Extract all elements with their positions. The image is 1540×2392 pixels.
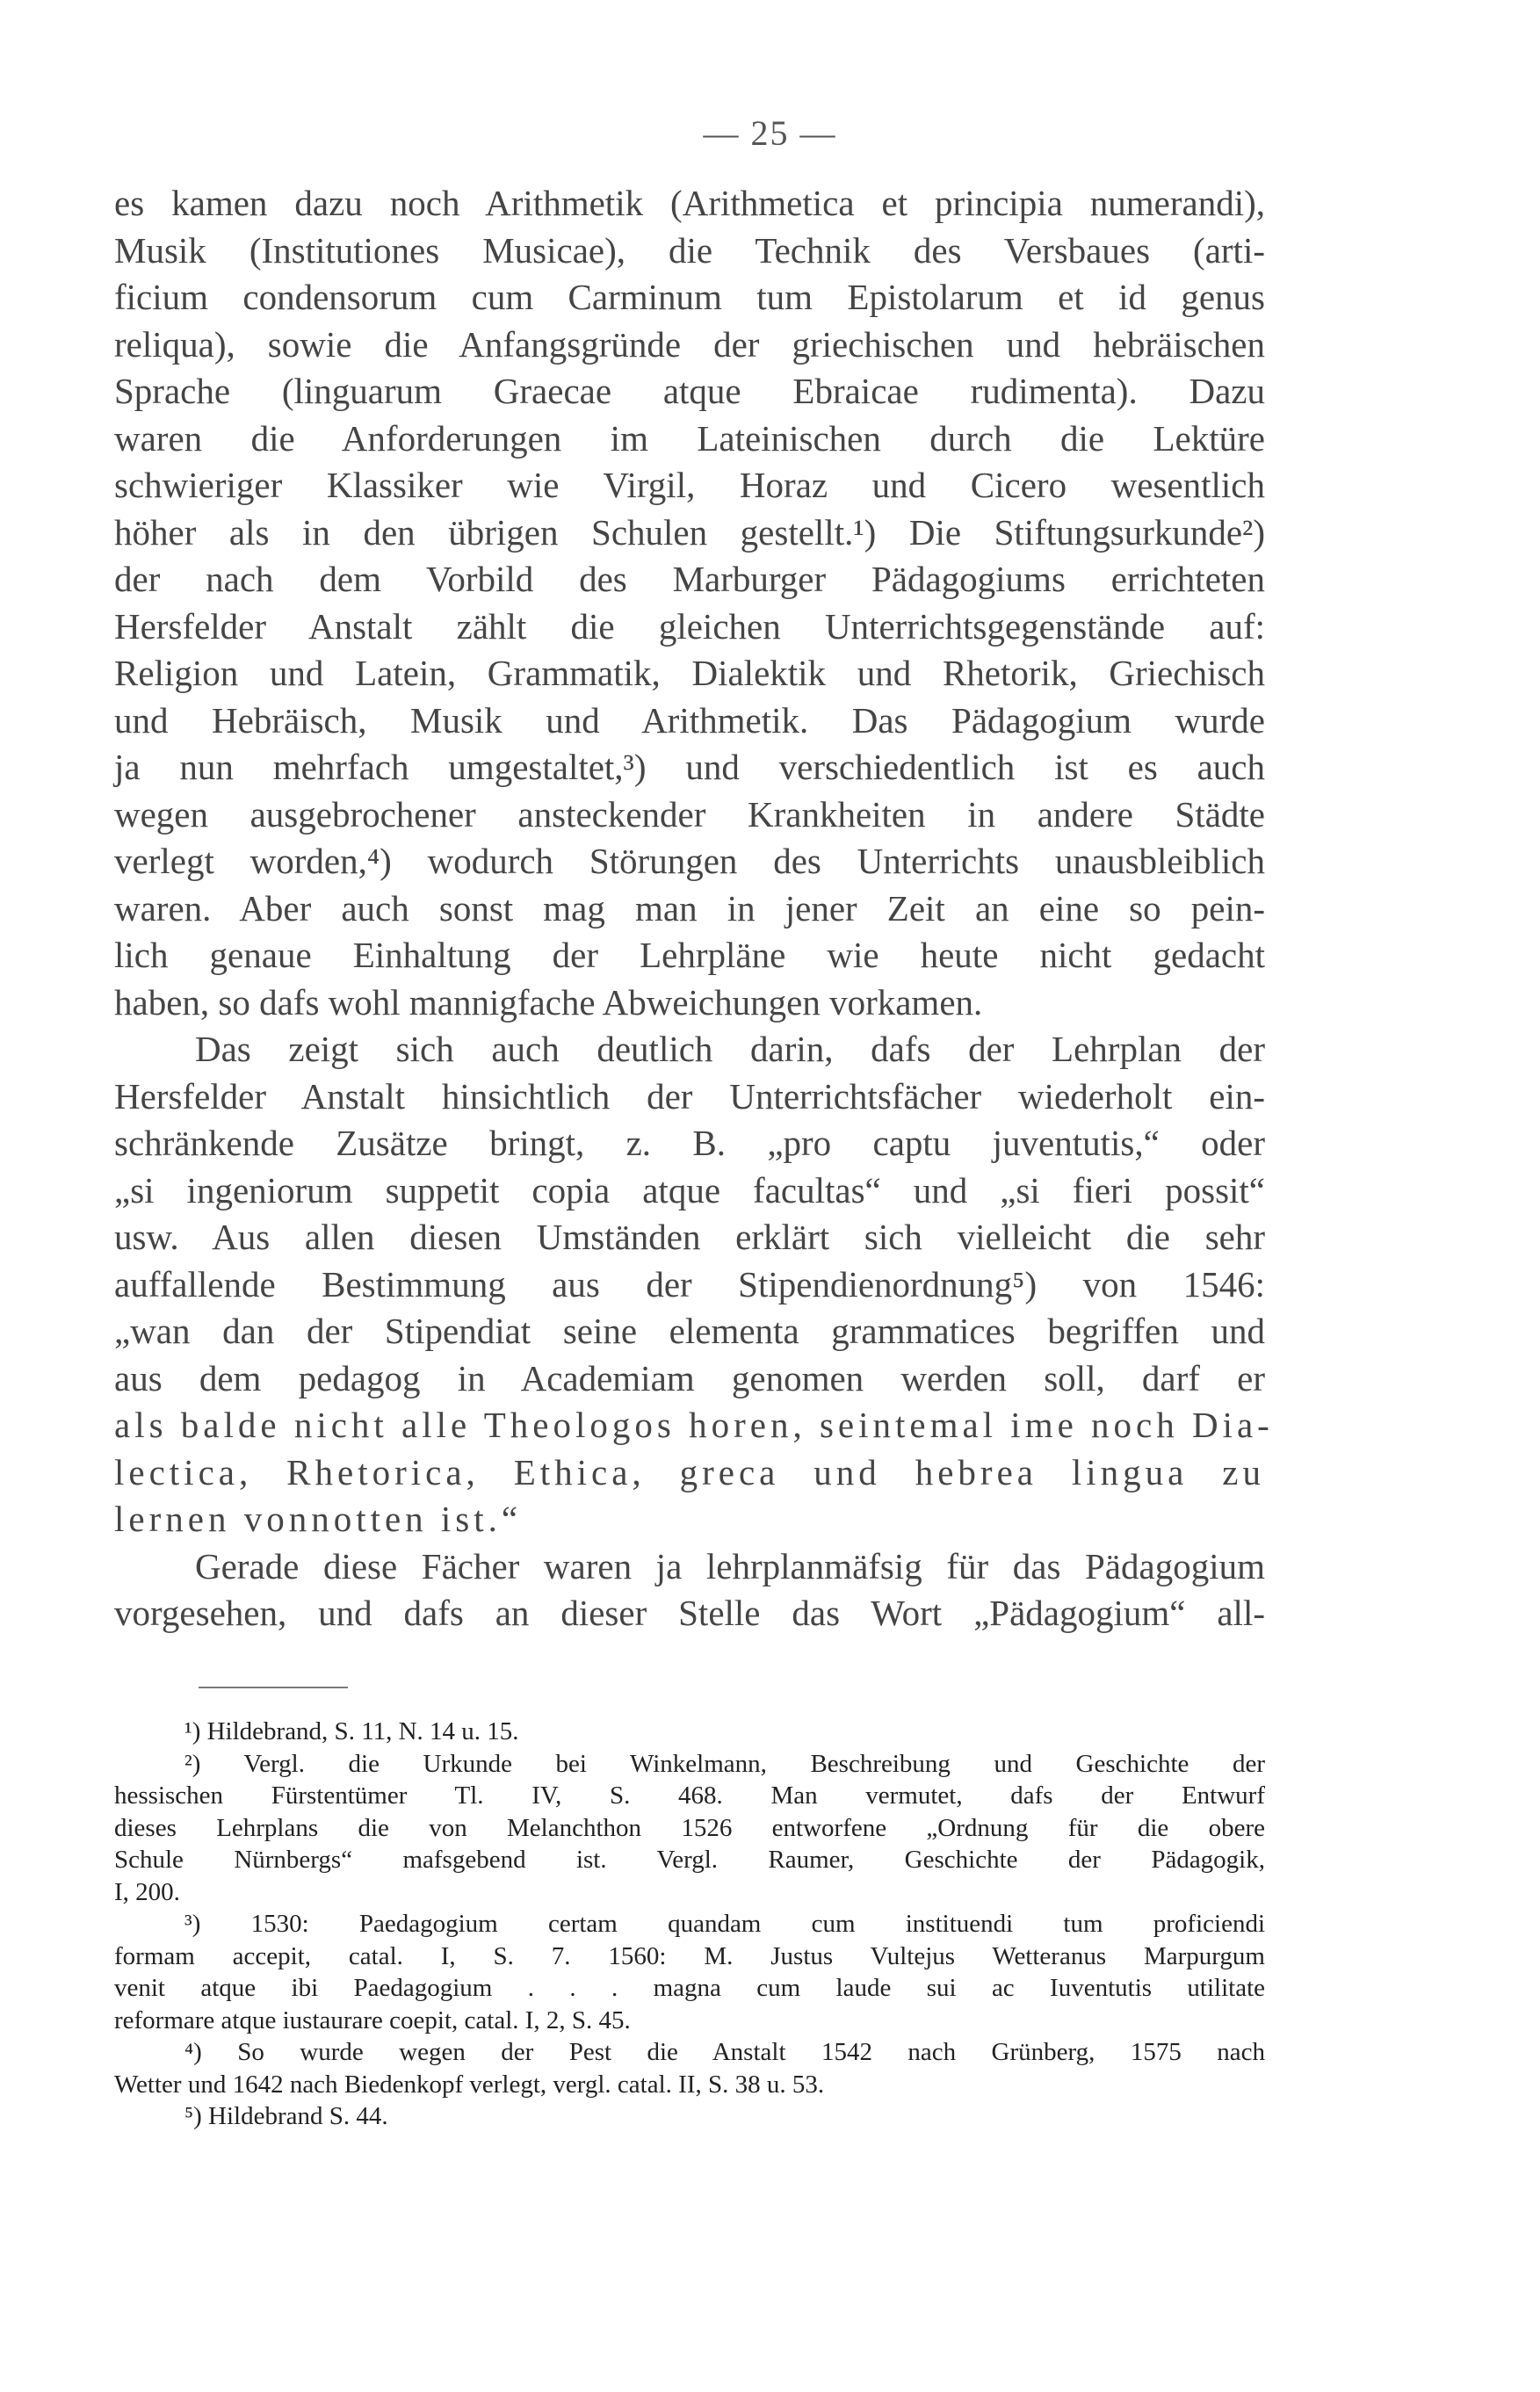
text-line: Gerade diese Fächer waren ja lehrplanmäfsig für das Pädagogium [195, 1545, 1265, 1586]
page-number: — 25 — [703, 113, 837, 153]
text-line: „si ingeniorum suppetit copia atque facultas“ und „si fieri possit“ [114, 1169, 1265, 1210]
footnote-line: dieses Lehrplans die von Melanchthon 1526 entworfene „Ordnung für die obere [114, 1813, 1265, 1842]
text-line: es kamen dazu noch Arithmetik (Arithmetica et principia numerandi), [114, 183, 1265, 223]
text-line: lich genaue Einhaltung der Lehrpläne wie heute nicht gedacht [114, 935, 1265, 975]
footnote-line: ¹) Hildebrand, S. 11, N. 14 u. 15. [184, 1717, 519, 1745]
footnote-line: ²) Vergl. die Urkunde bei Winkelmann, Beschreibung und Geschichte der [184, 1749, 1265, 1778]
text-line: haben, so dafs wohl mannigfache Abweichungen vorkamen. [114, 981, 983, 1023]
footnote-line: venit atque ibi Paedagogium . . . magna cum laude sui ac Iuventutis utilitate [114, 1974, 1265, 2002]
footnote-line: Schule Nürnbergs“ mafsgebend ist. Vergl. Raumer, Geschichte der Pädagogik, [114, 1846, 1265, 1874]
text-line: Hersfelder Anstalt zählt die gleichen Unterrichtsgegenstände auf: [114, 605, 1265, 647]
text-line: schwieriger Klassiker wie Virgil, Horaz und Cicero wesentlich [114, 465, 1265, 505]
footnotes [114, 1716, 1265, 2133]
text-line: usw. Aus allen diesen Umständen erklärt sich vielleicht die sehr [114, 1217, 1265, 1257]
text-line: lernen vonnotten ist.“ [114, 1499, 523, 1539]
text-line: waren die Anforderungen im Lateinischen durch die Lektüre [114, 417, 1265, 459]
text-line: ja nun mehrfach umgestaltet,³) und verschiedentlich ist es auch [114, 747, 1265, 787]
body-text [114, 180, 1274, 1637]
text-line: höher als in den übrigen Schulen gestellt.¹) Die Stiftungsurkunde²) [114, 511, 1265, 553]
text-line: „wan dan der Stipendiat seine elementa grammatices begriffen und [114, 1311, 1265, 1351]
text-line: wegen ausgebrochener ansteckender Krankheiten in andere Städte [114, 793, 1265, 835]
text-line: und Hebräisch, Musik und Arithmetik. Das Pädagogium wurde [114, 699, 1265, 741]
text-line: reliqua), sowie die Anfangsgründe der griechischen und hebräischen [114, 323, 1265, 365]
text-line: auffallende Bestimmung aus der Stipendienordnung⁵) von 1546: [114, 1263, 1265, 1304]
text-line: Das zeigt sich auch deutlich darin, dafs der Lehrplan der [195, 1029, 1265, 1069]
footnote-line: Wetter und 1642 nach Biedenkopf verlegt, vergl. catal. II, S. 38 u. 53. [114, 2070, 825, 2099]
text-line: vorgesehen, und dafs an dieser Stelle das Wort „Pädagogium“ all- [114, 1593, 1265, 1633]
text-line: als balde nicht alle Theologos horen, seintemal ime noch Dia- [114, 1405, 1274, 1445]
text-line: Hersfelder Anstalt hinsichtlich der Unterrichtsfächer wiederholt ein- [114, 1075, 1265, 1117]
footnote-divider [199, 1687, 348, 1688]
text-line: Musik (Institutiones Musicae), die Technik des Versbaues (arti- [114, 229, 1265, 271]
footnote-line: formam accepit, catal. I, S. 7. 1560: M. Justus Vultejus Wetteranus Marpurgum [114, 1941, 1265, 1970]
footnote-line: ³) 1530: Paedagogium certam quandam cum instituendi tum proficiendi [184, 1910, 1265, 1938]
text-line: ficium condensorum cum Carminum tum Epistolarum et id genus [114, 277, 1265, 317]
text-line: verlegt worden,⁴) wodurch Störungen des Unterrichts unausbleiblich [114, 841, 1265, 881]
footnote-line: I, 200. [114, 1877, 180, 1906]
text-line: waren. Aber auch sonst mag man in jener Zeit an eine so pein- [114, 887, 1265, 929]
footnote-line: hessischen Fürstentümer Tl. IV, S. 468. Man vermutet, dafs der Entwurf [114, 1781, 1265, 1810]
text-line: Sprache (linguarum Graecae atque Ebraicae rudimenta). Dazu [114, 371, 1265, 411]
text-line: lectica, Rhetorica, Ethica, greca und hebrea lingua zu [114, 1451, 1265, 1492]
footnote-line: reformare atque iustaurare coepit, catal. I, 2, S. 45. [114, 2005, 631, 2034]
text-line: Religion und Latein, Grammatik, Dialektik und Rhetorik, Griechisch [114, 653, 1265, 693]
footnote-line: ⁵) Hildebrand S. 44. [184, 2102, 388, 2130]
text-line: schränkende Zusätze bringt, z. B. „pro captu juventutis,“ oder [114, 1123, 1265, 1163]
text-line: aus dem pedagog in Academiam genomen werden soll, darf er [114, 1357, 1265, 1398]
footnote-line: ⁴) So wurde wegen der Pest die Anstalt 1542 nach Grünberg, 1575 nach [184, 2038, 1265, 2066]
text-line: der nach dem Vorbild des Marburger Pädagogiums errichteten [114, 559, 1265, 599]
